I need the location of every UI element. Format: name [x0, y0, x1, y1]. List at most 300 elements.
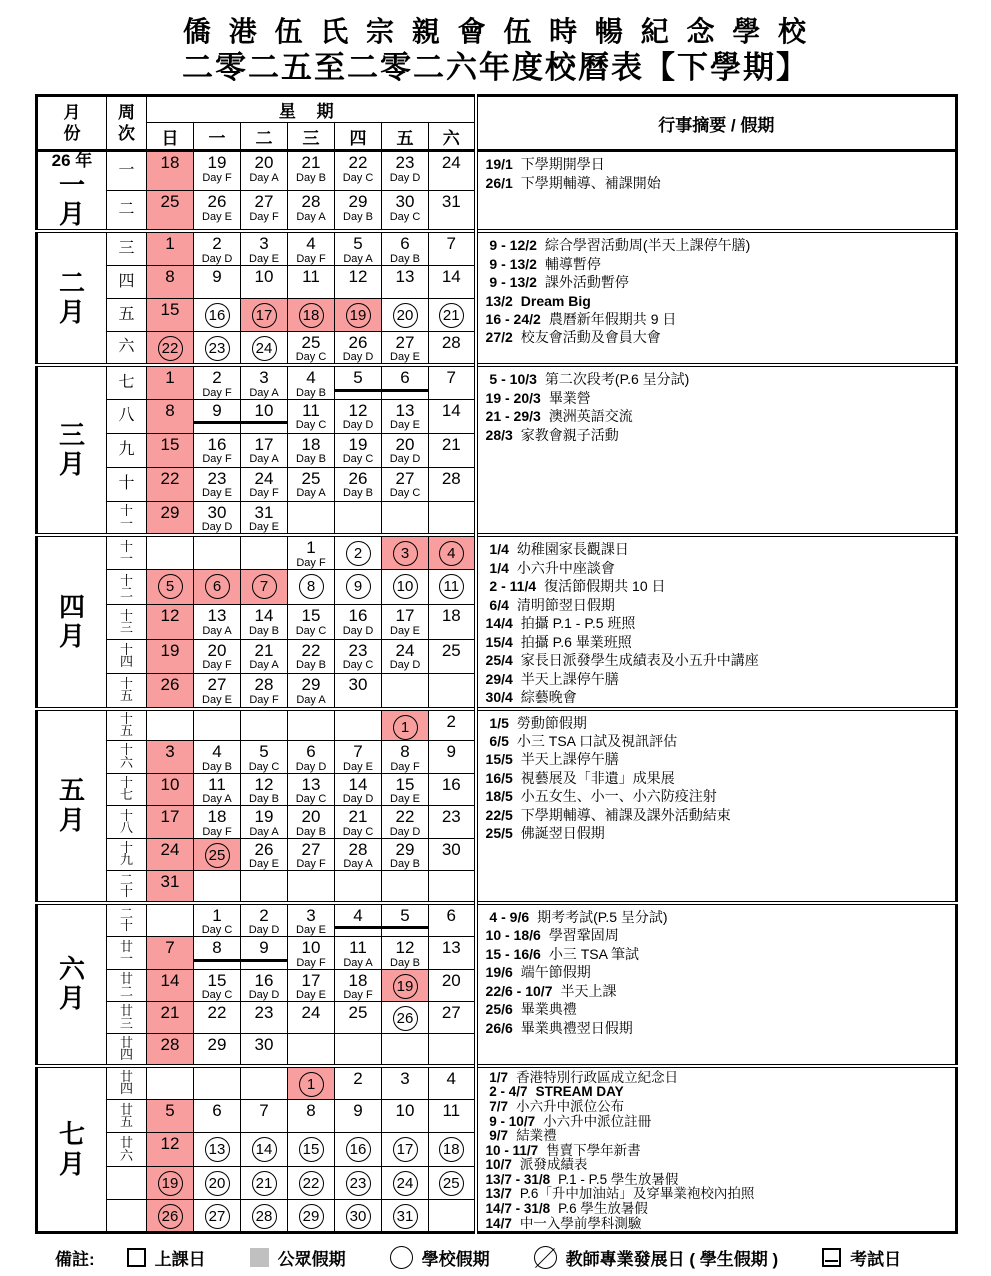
event-date: 15 - 16/6 [485, 945, 541, 962]
day-cell-content [194, 741, 240, 773]
day-cell [382, 709, 429, 741]
day-number: 18 [348, 970, 368, 990]
day-number: 30 [254, 1035, 274, 1055]
day-cell [382, 231, 429, 265]
day-cell [147, 151, 194, 191]
day-cell [335, 467, 382, 501]
event-text: 課外活動暫停 [544, 274, 629, 291]
day-cell [429, 605, 476, 640]
day-cell-content [241, 970, 287, 1002]
day-number: 6 [212, 1101, 222, 1121]
event-line [486, 1071, 952, 1086]
day-number: 29 [301, 675, 321, 695]
day-cell [241, 231, 288, 265]
week-number-char: 二 [119, 906, 133, 922]
month-char: 月 [58, 449, 85, 480]
day-cell-content [335, 1002, 381, 1023]
day-cell-content [194, 191, 240, 223]
day-cell [382, 151, 429, 191]
day-cell-content [382, 839, 428, 871]
day-number: 9 [212, 400, 222, 420]
day-cycle-label: Day C [295, 624, 327, 637]
day-cell-content [194, 400, 240, 425]
week-number-char: 九 [119, 852, 133, 868]
day-cell-content [429, 400, 474, 421]
event-line [486, 1158, 952, 1173]
day-cell-content [335, 434, 381, 466]
day-cycle-label: Day C [342, 453, 374, 466]
day-cell-content [382, 1200, 428, 1229]
day-number: 12 [160, 606, 180, 626]
events-panel [476, 535, 957, 708]
day-cell [288, 151, 335, 191]
day-cell [429, 191, 476, 231]
month-section [37, 151, 957, 231]
day-number: 25 [441, 640, 461, 660]
day-number: 23 [395, 153, 415, 173]
day-cell [382, 1133, 429, 1166]
day-cell [147, 298, 194, 331]
week-number-char: 廿 [119, 938, 133, 954]
legend [55, 1245, 991, 1270]
day-cell [429, 674, 476, 709]
week-number [107, 639, 147, 674]
circle-icon [390, 1246, 413, 1269]
day-cell-content [147, 774, 193, 795]
events-panel [476, 365, 957, 535]
event-date: 16/5 [485, 769, 513, 786]
event-line [486, 732, 952, 750]
week-number [107, 1100, 147, 1133]
day-cell-content [429, 434, 474, 455]
event-line [486, 1100, 952, 1115]
header-day-wed: 三 [288, 123, 335, 151]
day-cell [194, 709, 241, 741]
day-number: 20 [207, 640, 227, 660]
day-cell [288, 1199, 335, 1232]
day-cycle-label: Day F [296, 858, 326, 871]
day-cell-content [335, 468, 381, 500]
event-text: 香港特別行政區成立紀念日 [516, 1069, 679, 1085]
day-cycle-label: Day A [249, 825, 279, 838]
day-cell-content [429, 299, 474, 328]
day-cell [429, 298, 476, 331]
day-cell-content [194, 468, 240, 500]
event-text: 小三 TSA 口試及視訊評估 [516, 732, 678, 749]
day-cell-content [429, 806, 474, 827]
day-cycle-label: Day C [342, 659, 374, 672]
day-cell-content [382, 1167, 428, 1196]
event-line [486, 670, 952, 688]
day-cycle-label: Day D [248, 924, 280, 937]
day-cell [241, 535, 288, 570]
day-cell [288, 937, 335, 970]
week-number-label [107, 1101, 146, 1130]
event-date: 9 - 12/2 [485, 237, 537, 254]
week-number [107, 806, 147, 839]
day-cell-content [335, 774, 381, 806]
day-number: 3 [259, 234, 269, 254]
day-cycle-label: Day C [248, 760, 280, 773]
day-cell-content [335, 970, 381, 1002]
week-number [107, 674, 147, 709]
week-number-label [107, 908, 146, 933]
day-cell [241, 191, 288, 231]
event-line [486, 540, 952, 558]
day-number: 13 [395, 400, 415, 420]
day-cell-content [147, 191, 193, 212]
day-cell [194, 1166, 241, 1199]
day-cell [147, 399, 194, 433]
day-cell [194, 741, 241, 774]
week-number-char: 十 [119, 539, 133, 555]
day-number: 20 [395, 434, 415, 454]
day-cell [147, 1034, 194, 1066]
event-text: 小五女生、小一、小六防疫注射 [520, 788, 717, 805]
day-cell-content [382, 233, 428, 265]
day-cell [288, 265, 335, 298]
day-cell-content [194, 937, 240, 962]
event-line [486, 236, 952, 254]
day-cell-content [241, 570, 287, 599]
day-cell-content [429, 152, 474, 173]
day-cell-content [429, 970, 474, 991]
week-number [107, 265, 147, 298]
week-number-char: 七 [118, 373, 135, 391]
day-cell [382, 806, 429, 839]
day-cell-content [335, 640, 381, 672]
day-cell-content [194, 1200, 240, 1229]
header-weekdays-group: 星 期 [147, 96, 476, 123]
day-number: 12 [348, 266, 368, 286]
day-cell [429, 1199, 476, 1232]
day-cycle-label: Day B [296, 659, 326, 672]
school-holiday-circle: 23 [205, 336, 230, 361]
day-cell-content [382, 468, 428, 500]
week-number-char: 十 [118, 475, 135, 493]
day-cell-content [382, 1100, 428, 1121]
day-cell [382, 937, 429, 970]
event-date: 22/6 - 10/7 [485, 982, 553, 999]
exam-day-underline [335, 368, 381, 392]
day-cell-content [288, 970, 334, 1002]
week-number [107, 501, 147, 535]
day-cell [429, 969, 476, 1002]
day-cycle-label: Day A [296, 487, 326, 500]
day-number: 6 [446, 905, 456, 925]
event-date: 2 - 4/7 [485, 1084, 528, 1100]
day-number: 1 [165, 368, 175, 388]
day-cell-content [147, 1133, 193, 1154]
header-events-column: 行事摘要 / 假期 [476, 96, 957, 151]
day-cell [194, 467, 241, 501]
day-cycle-label: Day C [201, 989, 233, 1002]
day-number: 19 [348, 434, 368, 454]
day-cell [241, 570, 288, 605]
day-cell-content [288, 570, 334, 599]
day-cell [429, 639, 476, 674]
day-number: 7 [353, 742, 363, 761]
day-number: 16 [254, 970, 274, 990]
day-cell [241, 741, 288, 774]
day-cell [335, 969, 382, 1002]
day-number: 26 [254, 839, 274, 859]
day-cycle-label: Day D [389, 825, 421, 838]
day-number: 28 [301, 192, 321, 212]
day-number: 4 [353, 905, 363, 925]
day-number: 25 [301, 468, 321, 488]
week-number [107, 969, 147, 1002]
day-number: 6 [306, 742, 316, 761]
school-holiday-circle: 16 [346, 1137, 371, 1162]
day-cell-content [382, 299, 428, 328]
day-number: 22 [160, 468, 180, 488]
week-number-char: 十 [119, 918, 133, 934]
header-day-sat: 六 [429, 123, 476, 151]
day-cell-content [288, 905, 334, 937]
day-cell [147, 639, 194, 674]
day-cell-content [429, 332, 474, 353]
school-holiday-circle: 22 [158, 336, 183, 361]
day-cell [194, 838, 241, 871]
event-text: 學習鞏固周 [548, 927, 619, 944]
week-number-label [107, 476, 146, 492]
day-cell [288, 806, 335, 839]
day-cell [429, 535, 476, 570]
day-cell [382, 1034, 429, 1066]
day-cell-content [335, 937, 381, 969]
month-label [37, 1066, 107, 1233]
day-number: 5 [353, 368, 363, 388]
week-number-char: 十 [119, 572, 133, 588]
day-cell-content [382, 774, 428, 806]
exam-day-underline [194, 938, 240, 962]
day-cell-content [382, 332, 428, 364]
day-number: 17 [395, 606, 415, 626]
event-date: 26/1 [485, 174, 513, 191]
day-cell-content [288, 332, 334, 364]
event-date: 5 - 10/3 [485, 371, 537, 388]
week-number-char: 四 [119, 1081, 133, 1097]
day-number: 22 [395, 807, 415, 827]
day-cell-content [288, 741, 334, 773]
day-cycle-label: Day D [389, 453, 421, 466]
event-text: 勞動節假期 [516, 714, 587, 731]
day-cell-content [241, 1200, 287, 1229]
day-cell-content [194, 806, 240, 838]
week-number-char: 廿 [119, 1069, 133, 1085]
day-cell [335, 231, 382, 265]
day-cell-content [241, 434, 287, 466]
day-number: 11 [302, 400, 320, 420]
day-cell [429, 937, 476, 970]
month-char: 月 [58, 620, 85, 651]
day-cell [194, 365, 241, 399]
school-holiday-circle: 26 [158, 1204, 183, 1229]
day-cycle-label: Day F [249, 487, 279, 500]
day-cycle-label: Day A [202, 624, 232, 637]
week-number [107, 1133, 147, 1166]
day-cycle-label: Day D [201, 252, 233, 265]
day-cell-content [429, 468, 474, 489]
day-cell-content [147, 332, 193, 361]
day-number: 1 [165, 234, 175, 254]
day-cell [335, 191, 382, 231]
day-cell [288, 605, 335, 640]
gray-square-icon [250, 1248, 269, 1267]
day-cell-content [147, 1200, 193, 1229]
month-label [37, 365, 107, 535]
day-number: 16 [441, 774, 461, 794]
day-cycle-label: Day C [342, 825, 374, 838]
day-cell [429, 265, 476, 298]
event-date: 10 - 11/7 [485, 1142, 539, 1158]
day-cell [194, 773, 241, 806]
day-number: 31 [441, 192, 461, 212]
day-number: 24 [160, 839, 180, 859]
events-panel [476, 709, 957, 903]
school-holiday-circle: 6 [205, 574, 230, 599]
week-number [107, 365, 147, 399]
day-cell-content [382, 1068, 428, 1089]
day-cycle-label: Day E [202, 693, 232, 706]
day-cell [382, 674, 429, 709]
day-cell [382, 1100, 429, 1133]
legend-item-public-holiday [250, 1245, 346, 1270]
day-cell-content [147, 434, 193, 455]
day-cycle-label: Day C [295, 351, 327, 364]
week-row [37, 151, 957, 191]
week-number-char: 四 [119, 654, 133, 670]
day-number: 26 [348, 332, 368, 352]
day-cell-content [147, 400, 193, 421]
day-cell-content [335, 905, 381, 930]
day-number: 28 [348, 839, 368, 859]
day-cell-content [147, 502, 193, 523]
day-number: 21 [301, 153, 321, 173]
week-number-label [107, 744, 146, 769]
day-number: 17 [301, 970, 321, 990]
day-cell [288, 570, 335, 605]
week-number-char: 廿 [119, 1003, 133, 1019]
day-cell-content [429, 774, 474, 795]
event-date: 22/5 [485, 806, 513, 823]
month-char: 三 [58, 420, 85, 451]
event-line [486, 1019, 952, 1037]
event-date: 10 - 18/6 [485, 927, 541, 944]
day-cell [288, 871, 335, 903]
day-cycle-label: Day B [296, 386, 326, 399]
day-cell [288, 838, 335, 871]
school-holiday-circle: 31 [393, 1204, 418, 1229]
event-line [486, 292, 952, 310]
day-cell [147, 570, 194, 605]
day-cell [382, 773, 429, 806]
day-cell-content [429, 937, 474, 958]
event-line [486, 370, 952, 388]
day-number: 13 [207, 606, 227, 626]
event-date: 14/7 [485, 1215, 512, 1231]
event-date: 10/7 [485, 1157, 512, 1173]
day-cell [288, 433, 335, 467]
event-text: 半天上課停午膳 [520, 751, 619, 768]
day-cell-content [147, 741, 193, 762]
day-cycle-label: Day E [390, 351, 420, 364]
day-cell [288, 331, 335, 365]
event-text: P.6 學生放暑假 [558, 1201, 648, 1217]
exam-day-underline [241, 401, 287, 425]
event-line [486, 824, 952, 842]
event-line [486, 769, 952, 787]
day-cell [147, 773, 194, 806]
week-number [107, 1034, 147, 1066]
week-number-char: 九 [118, 441, 135, 459]
day-cycle-label: Day F [296, 956, 326, 969]
school-holiday-circle: 29 [299, 1204, 324, 1229]
event-line [486, 596, 952, 614]
day-cell-content [241, 937, 287, 962]
day-number: 5 [165, 1101, 175, 1121]
day-cell [382, 501, 429, 535]
day-cell-content [335, 1100, 381, 1121]
week-number-label [107, 1071, 146, 1096]
event-line [486, 1129, 952, 1144]
day-number: 26 [348, 468, 368, 488]
day-cell [288, 1100, 335, 1133]
day-number: 27 [395, 332, 415, 352]
day-cell [429, 501, 476, 535]
day-cycle-label: Day B [390, 956, 420, 969]
events-panel [476, 231, 957, 365]
event-date: 6/4 [485, 596, 509, 613]
week-number-char: 二 [119, 983, 133, 999]
day-cell [335, 1034, 382, 1066]
day-cell-content [288, 806, 334, 838]
header-month-column [37, 96, 107, 151]
legend-item-label: 上課日 [154, 1250, 206, 1270]
school-holiday-circle: 25 [205, 843, 230, 868]
school-holiday-circle: 19 [393, 974, 418, 999]
day-cell-content [194, 502, 240, 534]
day-cell [147, 605, 194, 640]
exam-day-underline [382, 368, 428, 392]
day-cell-content [382, 367, 428, 392]
day-cell [382, 903, 429, 937]
month-char: 七 [58, 1119, 85, 1150]
event-line [486, 908, 952, 926]
day-cell-content [288, 537, 334, 569]
day-cell [335, 773, 382, 806]
day-cell [241, 1166, 288, 1199]
week-number-label [107, 938, 146, 966]
school-holiday-circle: 27 [205, 1204, 230, 1229]
day-cell-content [288, 468, 334, 500]
day-cell [147, 365, 194, 399]
day-cell-content [147, 674, 193, 695]
day-cell [382, 191, 429, 231]
event-date: 1/4 [485, 541, 509, 558]
day-number: 13 [301, 774, 321, 794]
day-number: 12 [348, 400, 368, 420]
day-cell-content [147, 1100, 193, 1121]
day-cell [429, 1034, 476, 1066]
day-cell [194, 1133, 241, 1166]
day-cell [335, 501, 382, 535]
school-holiday-circle: 11 [439, 574, 464, 599]
day-number: 29 [207, 1035, 227, 1055]
day-cell-content [194, 905, 240, 937]
event-text: 佛誕翌日假期 [520, 825, 605, 842]
